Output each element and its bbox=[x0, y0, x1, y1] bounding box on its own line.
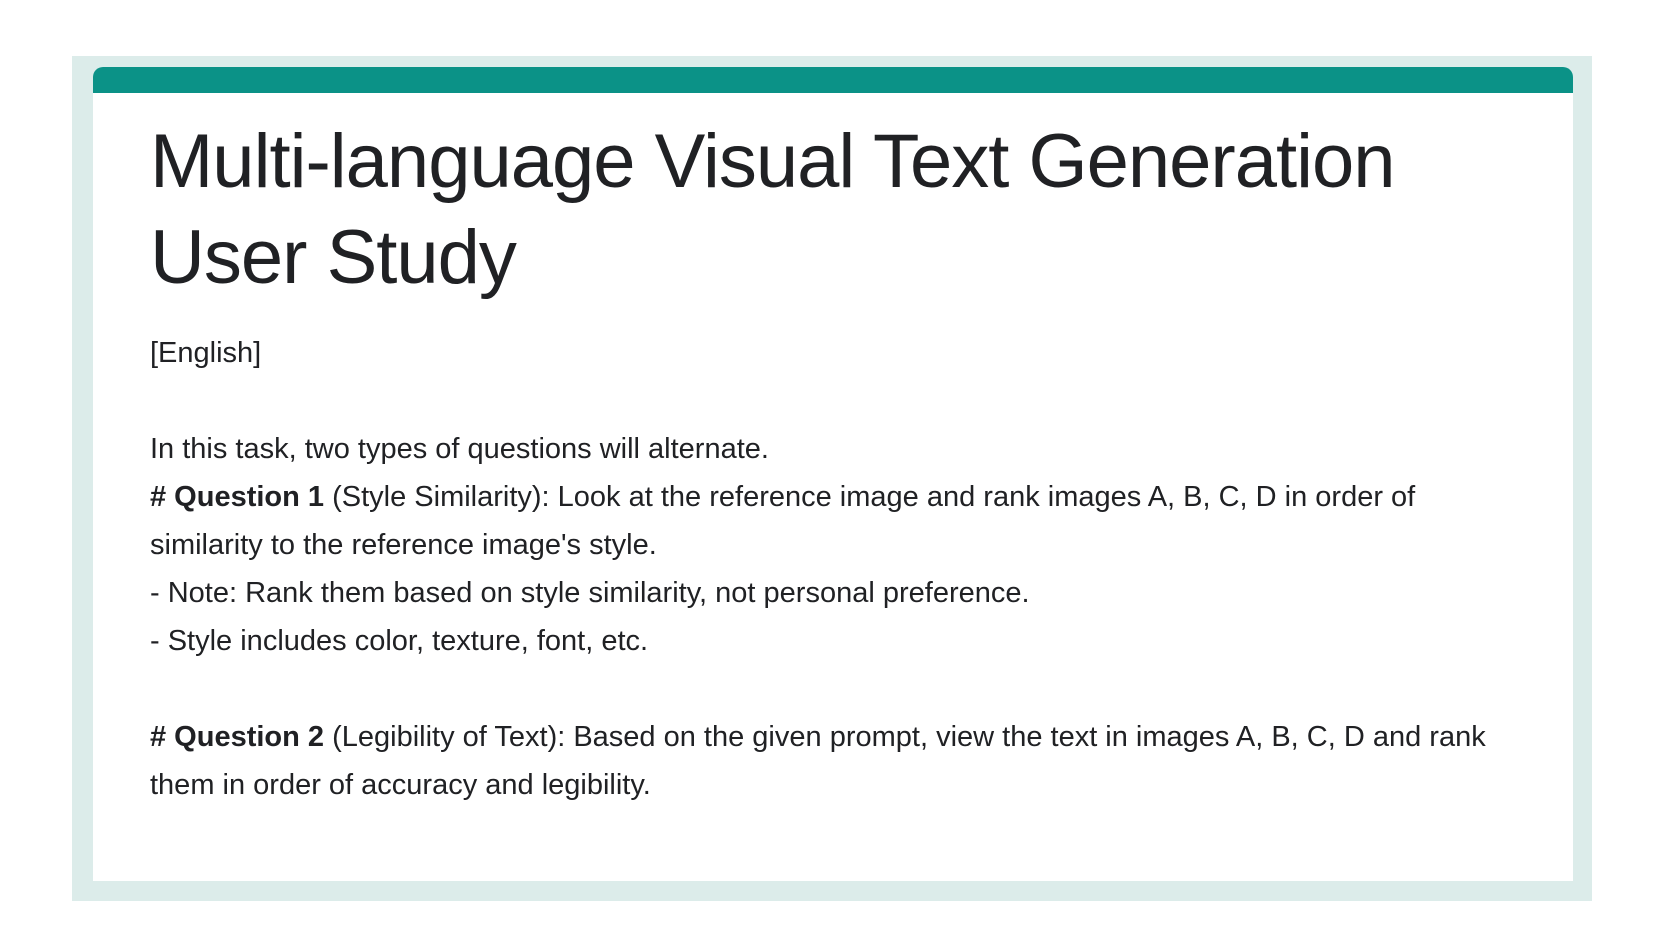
description-segment: (Style Similarity): Look at the reference image and rank images A, B, C, D in order of similarity to the reference image's style. bbox=[150, 481, 1416, 561]
description-segment: - Note: Rank them based on style similarity, not personal preference. bbox=[150, 577, 1030, 609]
description-segment: - Style includes color, texture, font, etc. bbox=[150, 625, 649, 657]
description-line bbox=[150, 377, 1515, 425]
description-line bbox=[150, 425, 1515, 473]
description-bold-segment: # Question 2 bbox=[150, 721, 325, 753]
description-bold-segment: # Question 1 bbox=[150, 481, 325, 513]
form-title: Multi-language Visual Text Generation User Study bbox=[150, 119, 1395, 300]
description-line bbox=[150, 473, 1515, 569]
description-line bbox=[150, 329, 1515, 377]
description-segment: In this task, two types of questions will alternate. bbox=[150, 433, 769, 465]
form-description bbox=[150, 329, 1515, 809]
card-accent-bar bbox=[93, 67, 1573, 93]
form-header-card bbox=[93, 67, 1573, 881]
description-line bbox=[150, 617, 1515, 665]
card-content bbox=[93, 114, 1573, 809]
description-line bbox=[150, 569, 1515, 617]
description-segment: [English] bbox=[150, 337, 262, 369]
description-line bbox=[150, 665, 1515, 713]
description-line bbox=[150, 713, 1515, 809]
form-background bbox=[72, 56, 1592, 901]
description-segment: (Legibility of Text): Based on the given prompt, view the text in images A, B, C, D and rank them in order of accuracy and legibility. bbox=[150, 721, 1486, 801]
